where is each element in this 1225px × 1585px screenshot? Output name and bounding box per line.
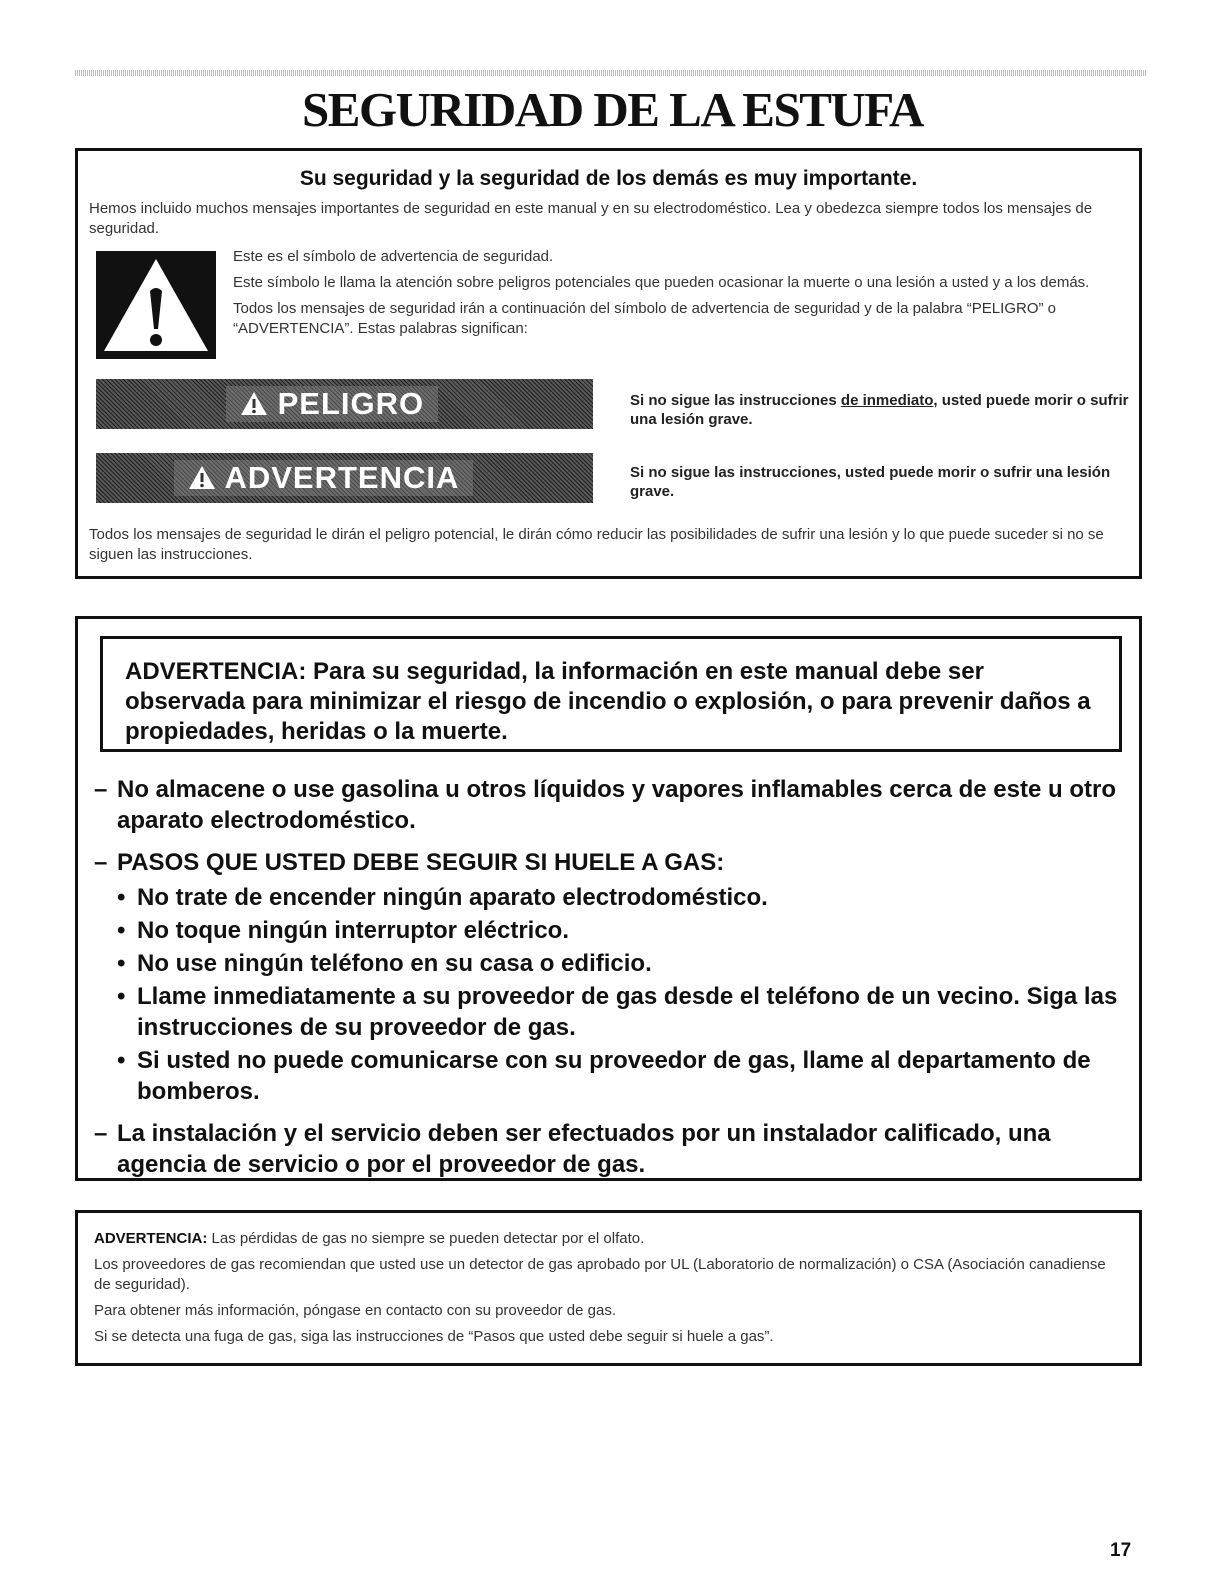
gas-warning-box: [75, 616, 1142, 1181]
symbol-line: Este símbolo le llama la atención sobre peligros potenciales que pueden ocasionar la muerte o una lesión a usted y a los demás.: [233, 274, 1090, 291]
gas-warning-header: ADVERTENCIA: Para su seguridad, la información en este manual debe ser observada para minimizar el riesgo de incendio o explosión, o para prevenir daños a propiedades, heridas o la muerte.: [125, 658, 1091, 745]
detector-line: Para obtener más información, póngase en contacto con su proveedor de gas.: [94, 1302, 616, 1319]
safety-intro-text: Hemos incluido muchos mensajes importantes de seguridad en este manual y en su electrodoméstico. Lea y obedezca siempre todos los mensajes de seguridad.: [89, 200, 1093, 237]
page-number: 17: [1110, 1540, 1132, 1561]
bullet-mark: •: [117, 1047, 126, 1074]
detector-warning-label: ADVERTENCIA:: [94, 1230, 208, 1247]
symbol-line: Todos los mensajes de seguridad irán a continuación del símbolo de advertencia de seguridad y de la palabra “PELIGRO” o “ADVERTENCIA”. Estas palabras significan:: [233, 300, 1056, 337]
gas-warning-header-box: [100, 636, 1122, 752]
step-text: Llame inmediatamente a su proveedor de gas desde el teléfono de un vecino. Siga las instrucciones de su proveedor de gas.: [137, 983, 1118, 1041]
warning-triangle-icon: [188, 465, 216, 490]
list-item-text: La instalación y el servicio deben ser efectuados por un instalador calificado, una agencia de servicio o por el proveedor de gas.: [117, 1120, 1051, 1178]
warning-triangle-icon: [240, 391, 268, 416]
symbol-explanation: [233, 247, 1123, 345]
warning-word: ADVERTENCIA: [224, 460, 460, 495]
bullet-mark: •: [117, 917, 126, 944]
detector-line: Si se detecta una fuga de gas, siga las instrucciones de “Pasos que usted debe seguir si huele a gas”.: [94, 1328, 774, 1345]
detector-first-line: Las pérdidas de gas no siempre se pueden detectar por el olfato.: [207, 1230, 645, 1247]
list-item-text: No almacene o use gasolina u otros líquidos y vapores inflamables cerca de este u otro aparato electrodoméstico.: [117, 776, 1116, 834]
list-item: [117, 981, 1124, 1043]
bullet-mark: •: [117, 884, 126, 911]
symbol-line: Este es el símbolo de advertencia de seguridad.: [233, 248, 554, 265]
warning-signal-bar: [96, 453, 593, 503]
safety-intro-box: [75, 148, 1142, 579]
step-text: No use ningún teléfono en su casa o edificio.: [137, 950, 652, 977]
gas-detector-content: [94, 1229, 1124, 1353]
danger-signal-bar: [96, 379, 593, 429]
step-text: No toque ningún interruptor eléctrico.: [137, 917, 569, 944]
danger-label: [226, 386, 438, 422]
bullet-mark: •: [117, 950, 126, 977]
list-item: [117, 948, 1124, 979]
list-item: [94, 847, 1124, 1107]
step-text: Si usted no puede comunicarse con su proveedor de gas, llame al departamento de bomberos.: [137, 1047, 1091, 1105]
detector-line: [94, 1229, 1124, 1249]
page-title: SEGURIDAD DE LA ESTUFA: [302, 82, 923, 137]
list-item: [117, 882, 1124, 913]
bullet-mark: •: [117, 983, 126, 1010]
top-rule: [75, 70, 1147, 76]
danger-text-part: Si no sigue las instrucciones: [630, 392, 841, 409]
warning-label: [174, 460, 473, 496]
warning-description: Si no sigue las instrucciones, usted puede morir o sufrir una lesión grave.: [630, 464, 1111, 500]
step-text: No trate de encender ningún aparato electrodoméstico.: [137, 884, 768, 911]
danger-word: PELIGRO: [277, 386, 425, 421]
warning-triangle-icon: [96, 251, 216, 359]
dash-mark: –: [94, 1120, 108, 1147]
danger-text-part: , usted puede morir o sufrir una lesión grave.: [630, 392, 1129, 428]
safety-alert-symbol: [96, 251, 216, 359]
gas-warning-list: [94, 774, 1124, 1191]
list-item: [94, 1118, 1124, 1180]
dash-mark: –: [94, 849, 108, 876]
gas-steps-list: [117, 882, 1124, 1107]
safety-footer-text: Todos los mensajes de seguridad le dirán el peligro potencial, le dirán cómo reducir las posibilidades de sufrir una lesión y lo que puede suceder si no se siguen las instrucciones.: [89, 526, 1104, 563]
gas-detector-box: [75, 1210, 1142, 1366]
list-item: [94, 774, 1124, 836]
list-item: [117, 915, 1124, 946]
safety-heading: Su seguridad y la seguridad de los demás es muy importante.: [299, 167, 918, 190]
dash-mark: –: [94, 776, 108, 803]
gas-steps-heading: PASOS QUE USTED DEBE SEGUIR SI HUELE A GAS:: [117, 849, 725, 876]
list-item: [117, 1045, 1124, 1107]
detector-line: Los proveedores de gas recomiendan que usted use un detector de gas aprobado por UL (Laboratorio de normalización) o CSA (Asociación canadiense de seguridad).: [94, 1256, 1106, 1293]
danger-text-emphasis: de inmediato: [840, 392, 934, 409]
danger-description: [630, 391, 1135, 429]
